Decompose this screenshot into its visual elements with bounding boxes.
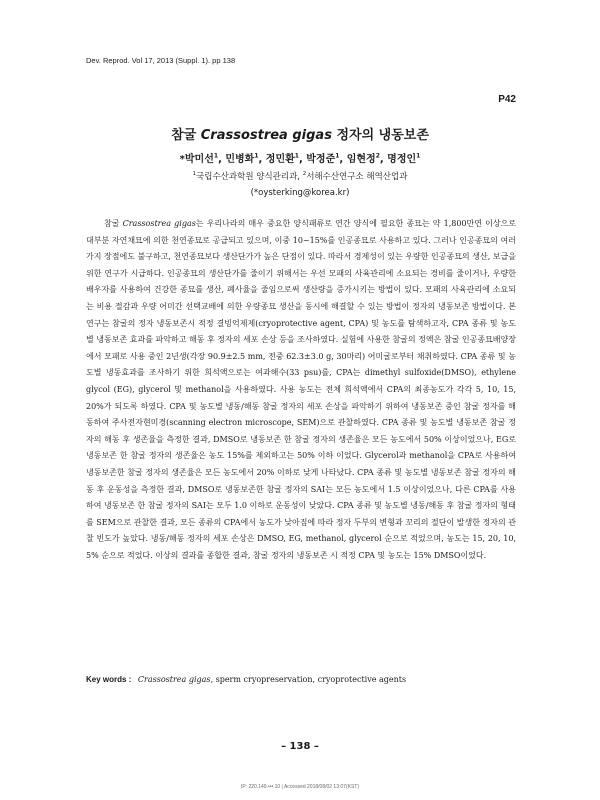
author: 정민환$^1$ — [265, 152, 299, 165]
affiliation-marker: 2 — [302, 171, 307, 178]
access-stamp: IP: 220.149.•••.10 | Accessed 2018/08/02 13:07(KST) — [240, 784, 359, 790]
keywords-list: sperm cryopreservation, cryoprotective agents — [215, 675, 407, 684]
journal-reference: Dev. Reprod. Vol 17, 2013 (Suppl. 1). pp 138 — [86, 56, 236, 65]
keywords — [86, 675, 516, 684]
author: 임현정$^2$ — [346, 152, 380, 165]
title-species: Crassostrea gigas — [200, 128, 332, 143]
page-number: – 138 – — [281, 741, 319, 752]
affiliations — [0, 170, 600, 182]
abstract-body: 참굴 Crassostrea gigas는 우리나라의 매우 중요한 양식패류로 연간 양식에 필요한 종묘는 약 1,800만연 이상으로 대부분 자연채묘에 의한 천연종묘로 공급되고 있으며, 이중 10~15%를 인공종묘로 사용하고 있다. 그러나 인공종묘의 여러 가지 장점에도 불구하고, 천연종묘보다 생산단가가 높은 단점이 있다. 따라서 경제성이 있는 우량한 인공종묘의 생산, 보급을 위한 연구가 시급하다. 인공종묘의 생산단가를 줄이기 위해서는 우선 모패의 사육관리에 소요되는 경비를 줄이거나, 우량한 배우자를 사용하여 건강한 종묘를 생산, 폐사율을 줄임으로써 생산량을 증가시키는 방법이 있다. 모패의 사육관리에 소요되는 비용 절감과 우량 어미간 선택교배에 의한 우량종묘 생산을 동시에 해결할 수 있는 방법이 정자의 냉동보존 방법이다. 본 연구는 참굴의 정자 냉동보존시 적정 결빙억제제(cryoprotective agent, CPA) 및 농도를 탐색하고자, CPA 종류 및 농도별 냉동보존 효과를 파악하고 해동 후 정자의 세포 손상 등을 조사하였다. 실험에 사용한 참굴의 정액은 참굴 인공종묘배양장에서 모패로 사용 중인 2년생(각장 90.9±2.5 mm, 전중 62.3±3.0 g, 30마리) 어미굴로부터 채취하였다. CPA 종류 및 농도별 냉동효과를 조사하기 위한 희석액으로는 여과해수(33 psu)를, CPA는 dimethyl sulfoxide(DMSO), ethylene glycol (EG), glycerol 및 methanol을 사용하였다. 사용 농도는 전체 희석액에서 CPA의 최종농도가 각각 5, 10, 15, 20%가 되도록 하였다. CPA 및 농도별 냉동/해동 참굴 정자의 세포 손상을 파악하기 위하여 냉동보존 중인 참굴 정자를 해동하여 주사전자현미경(scanning electron microscope, SEM)으로 관찰하였다. CPA 종류 및 농도별 냉동보존 참굴 정자의 해동 후 생존율을 측정한 결과, DMSO로 냉동보존 한 참굴 정자의 생존율은 모든 농도에서 50% 이상이었으나, EG로 냉동보존 한 참굴 정자의 생존율은 농도 15%를 제외하고는 50% 이하 이었다. Glycerol과 methanol을 CPA로 사용하여 냉동보존한 참굴 정자의 생존율은 모든 농도에서 20% 이하로 낮게 나타났다. CPA 종류 및 농도별 냉동보존 참굴 정자의 해동 후 운동성을 측정한 결과, DMSO로 냉동보존한 참굴 정자의 SAI는 모든 농도에서 1.5 이상이었으나, 다른 CPA를 사용하여 냉동보존 한 참굴 정자의 SAI는 모두 1.0 이하로 운동성이 낮았다. CPA 종류 및 농도별 냉동/해동 후 참굴 정자의 형태를 SEM으로 관찰한 결과, 모든 종류의 CPA에서 농도가 낮아짐에 따라 정자 두부의 변형과 꼬리의 절단이 발생한 정자의 관찰 빈도가 높았다. 냉동/해동 정자의 세포 손상은 DMSO, EG, methanol, glycerol 순으로 적었으며, 농도는 15, 20, 10, 5% 순으로 적었다. 이상의 결과를 종합한 결과, 참굴 정자의 냉동보존 시 적정 CPA 및 농도는 15% DMSO이었다. — [86, 219, 517, 560]
paper-title — [0, 124, 600, 143]
corresponding-email: (*oysterking@korea.kr) — [250, 188, 350, 198]
poster-number: P42 — [498, 94, 516, 105]
affiliation-marker: 1 — [192, 171, 197, 178]
keywords-species: Crassostrea gigas, — [137, 675, 214, 684]
affiliation-2: 서해수산연구소 해역산업과 — [306, 172, 408, 182]
author: 박정준$^1$ — [306, 152, 340, 165]
title-prefix: 참굴 — [171, 128, 197, 143]
title-suffix: 정자의 냉동보존 — [336, 128, 429, 143]
author: *박미선$^1$ — [179, 152, 219, 165]
author: 명정인$^1$ — [387, 152, 421, 165]
author-list: *박미선$^1$, 민병화$^1$, 정민환$^1$, 박정준$^1$, 임현정$^2$, 명정인$^1$ — [179, 152, 421, 165]
author: 민병화$^1$ — [225, 152, 259, 165]
affiliation-1: 국립수산과학원 양식관리과, — [196, 172, 300, 182]
keywords-label: Key words : — [86, 675, 132, 684]
abstract-species: Crassostrea gigas — [122, 219, 196, 228]
